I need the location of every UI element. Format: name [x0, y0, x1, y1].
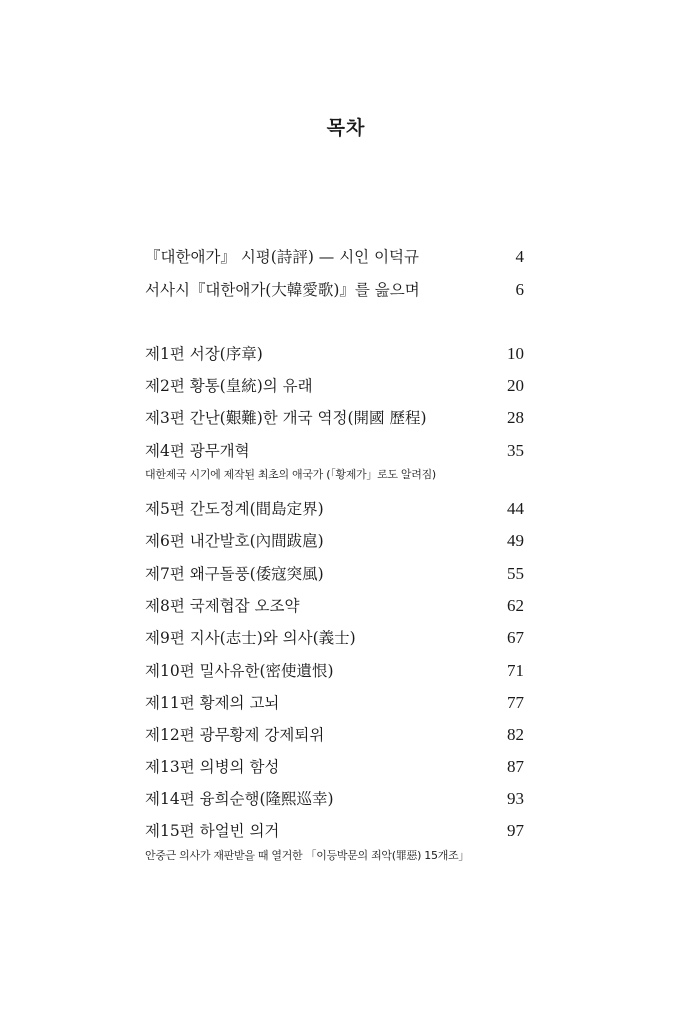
- toc-entry-chapter-5[interactable]: [145, 497, 524, 521]
- page-title: 목차: [326, 117, 366, 139]
- toc-entry-chapter-14[interactable]: [145, 787, 524, 811]
- toc-entry-chapter-4[interactable]: [145, 439, 524, 463]
- toc-entry-page: 35: [507, 441, 524, 460]
- toc-entry-label: 제7편 왜구돌풍(倭寇突風): [145, 565, 324, 583]
- toc-entry-label: 제14편 융희순행(隆熙巡幸): [145, 790, 334, 808]
- toc-entry-label: 제4편 광무개혁: [145, 442, 250, 460]
- toc-entry-chapter-1[interactable]: [145, 342, 524, 366]
- toc-entry-page: 10: [507, 344, 524, 363]
- toc-entry-label: 서사시『대한애가(大韓愛歌)』를 읊으며: [145, 281, 420, 299]
- toc-note-chapter-4: 대한제국 시기에 제작된 최초의 애국가 (「황제가」로도 알려짐): [145, 468, 436, 481]
- toc-entry-chapter-2[interactable]: [145, 374, 524, 398]
- toc-entry-label: 제10편 밀사유한(密使遺恨): [145, 662, 334, 680]
- toc-entry-label: 제11편 황제의 고뇌: [145, 694, 280, 712]
- toc-entry-label: 제2편 황통(皇統)의 유래: [145, 377, 313, 395]
- toc-entry-page: 71: [507, 661, 524, 680]
- toc-entry-label: 제8편 국제협잡 오조약: [145, 597, 300, 615]
- toc-entry-chapter-8[interactable]: [145, 594, 524, 618]
- toc-entry-label: 제5편 간도정계(間島定界): [145, 500, 324, 518]
- toc-entry-page: 97: [507, 821, 524, 840]
- toc-entry-page: 77: [507, 693, 524, 712]
- toc-entry-page: 55: [507, 564, 524, 583]
- toc-entry-label: 제1편 서장(序章): [145, 345, 263, 363]
- toc-entry-page: 6: [515, 280, 524, 299]
- toc-entry-chapter-6[interactable]: [145, 529, 524, 553]
- toc-entry-chapter-11[interactable]: [145, 691, 524, 715]
- toc-entry-label: 제13편 의병의 함성: [145, 758, 280, 776]
- toc-entry-chapter-10[interactable]: [145, 659, 524, 683]
- toc-entry-chapter-3[interactable]: [145, 406, 524, 430]
- toc-entry-chapter-9[interactable]: [145, 626, 524, 650]
- toc-note-chapter-15: 안중근 의사가 재판받을 때 열거한 「이등박문의 죄악(罪惡) 15개조」: [145, 849, 470, 862]
- toc-entry-page: 82: [507, 725, 524, 744]
- toc-entry-label: 『대한애가』 시평(詩評) — 시인 이덕규: [145, 248, 420, 266]
- toc-entry-chapter-13[interactable]: [145, 755, 524, 779]
- toc-entry-chapter-12[interactable]: [145, 723, 524, 747]
- toc-entry-chapter-15[interactable]: [145, 819, 524, 843]
- toc-entry-review[interactable]: [145, 245, 524, 269]
- toc-entry-page: 62: [507, 596, 524, 615]
- toc-entry-page: 4: [515, 247, 524, 266]
- toc-entry-page: 67: [507, 628, 524, 647]
- toc-entry-page: 28: [507, 408, 524, 427]
- toc-entry-page: 49: [507, 531, 524, 550]
- toc-entry-chapter-7[interactable]: [145, 562, 524, 586]
- toc-entry-page: 87: [507, 757, 524, 776]
- toc-entry-label: 제3편 간난(艱難)한 개국 역정(開國 歷程): [145, 409, 427, 427]
- toc-entry-label: 제9편 지사(志士)와 의사(義士): [145, 629, 356, 647]
- toc-entry-label: 제12편 광무황제 강제퇴위: [145, 726, 325, 744]
- toc-entry-page: 20: [507, 376, 524, 395]
- toc-entry-page: 44: [507, 499, 524, 518]
- toc-entry-label: 제15편 하얼빈 의거: [145, 822, 280, 840]
- toc-entry-page: 93: [507, 789, 524, 808]
- toc-entry-prologue[interactable]: [145, 278, 524, 302]
- toc-entry-label: 제6편 내간발호(內間跋扈): [145, 532, 324, 550]
